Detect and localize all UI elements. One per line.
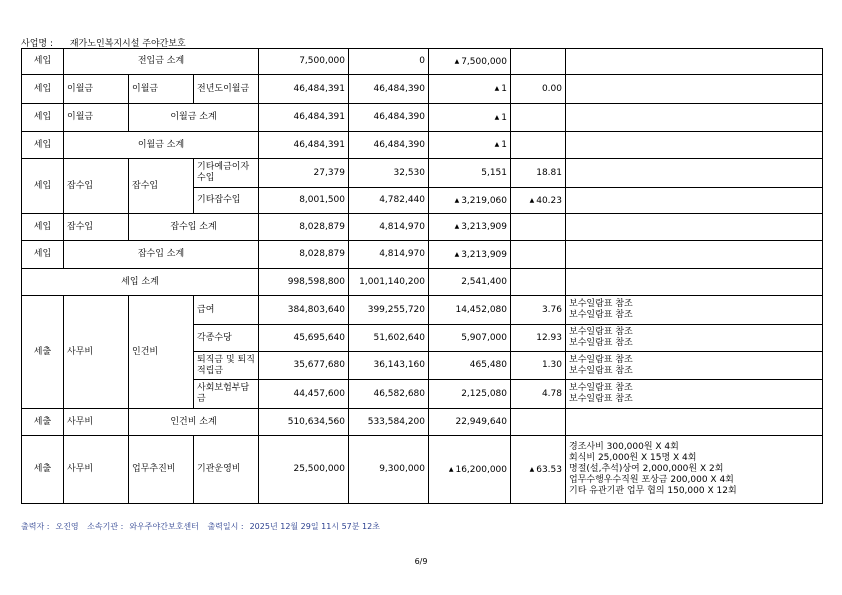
budget-amount: 384,803,640 <box>259 296 349 325</box>
prev-amount: 46,484,390 <box>349 104 429 132</box>
decrease-marker: ▲ 63.53 <box>530 465 562 475</box>
note-cell <box>566 159 823 188</box>
division-cell: 세출 <box>22 436 64 504</box>
print-time-label: 출력일시 : <box>207 522 244 531</box>
subtotal-label: 전입금 소계 <box>64 49 259 75</box>
rate-cell <box>511 132 566 159</box>
diff-amount <box>429 49 511 75</box>
decrease-marker: ▲ 3,213,909 <box>455 250 507 260</box>
note-line: 경조사비 300,000원 X 4회 <box>569 442 679 452</box>
subtotal-label: 인건비 소계 <box>129 409 259 436</box>
org-name: 와우주야간보호센터 <box>129 522 199 531</box>
table-row <box>22 409 823 436</box>
decrease-marker: ▲ 7,500,000 <box>455 57 507 67</box>
note-line: 명절(설,추석)상여 2,000,000원 X 2회 <box>569 464 724 474</box>
budget-amount: 45,695,640 <box>259 325 349 352</box>
prev-amount: 46,484,390 <box>349 132 429 159</box>
prev-amount: 46,582,680 <box>349 380 429 409</box>
budget-amount: 46,484,391 <box>259 104 349 132</box>
note-cell <box>566 409 823 436</box>
printer-name: 오진영 <box>55 522 79 531</box>
diff-amount: 2,125,080 <box>429 380 511 409</box>
page-number: 6/9 <box>414 557 428 566</box>
prev-amount: 4,814,970 <box>349 241 429 269</box>
note-line: 보수일람표 참조 <box>569 383 633 393</box>
prev-amount: 533,584,200 <box>349 409 429 436</box>
decrease-marker: ▲ 3,219,060 <box>455 196 507 206</box>
category-cell: 이월금 <box>64 104 129 132</box>
diff-amount <box>429 188 511 214</box>
item-cell: 퇴직금 및 퇴직적립금 <box>194 352 259 380</box>
category-cell: 사무비 <box>64 409 129 436</box>
prev-amount: 51,602,640 <box>349 325 429 352</box>
rate-cell: 3.76 <box>511 296 566 325</box>
note-cell <box>566 214 823 241</box>
subtotal-label: 이월금 소계 <box>129 104 259 132</box>
rate-cell <box>511 214 566 241</box>
business-name-value: 재가노인복지시설 주야간보호 <box>69 39 186 49</box>
diff-amount: 22,949,640 <box>429 409 511 436</box>
budget-amount: 8,028,879 <box>259 241 349 269</box>
subcategory-cell: 인건비 <box>129 296 194 409</box>
table-row <box>22 296 823 325</box>
budget-amount: 44,457,600 <box>259 380 349 409</box>
note-line: 업무수행우수직원 포상금 200,000 X 4회 <box>569 475 734 485</box>
note-cell <box>566 436 823 504</box>
budget-table <box>21 48 823 504</box>
item-cell: 급여 <box>194 296 259 325</box>
note-cell <box>566 325 823 352</box>
prev-amount: 1,001,140,200 <box>349 269 429 296</box>
category-cell: 잡수입 <box>64 214 129 241</box>
division-cell: 세출 <box>22 409 64 436</box>
item-cell: 기타잡수입 <box>194 188 259 214</box>
prev-amount: 46,484,390 <box>349 75 429 104</box>
budget-amount: 25,500,000 <box>259 436 349 504</box>
note-cell <box>566 132 823 159</box>
item-cell: 기관운영비 <box>194 436 259 504</box>
subtotal-label: 잡수입 소계 <box>64 241 259 269</box>
budget-amount: 8,028,879 <box>259 214 349 241</box>
org-label: 소속기관 : <box>87 522 124 531</box>
budget-amount: 35,677,680 <box>259 352 349 380</box>
budget-amount: 8,001,500 <box>259 188 349 214</box>
table-row <box>22 269 823 296</box>
division-cell: 세입 <box>22 49 64 75</box>
item-cell: 각종수당 <box>194 325 259 352</box>
diff-amount <box>429 436 511 504</box>
category-cell: 사무비 <box>64 296 129 409</box>
note-line: 회식비 25,000원 X 15명 X 4회 <box>569 453 697 463</box>
budget-amount: 510,634,560 <box>259 409 349 436</box>
division-cell: 세입 <box>22 214 64 241</box>
prev-amount: 4,814,970 <box>349 214 429 241</box>
diff-amount <box>429 75 511 104</box>
prev-amount: 4,782,440 <box>349 188 429 214</box>
table-row <box>22 132 823 159</box>
budget-amount: 7,500,000 <box>259 49 349 75</box>
table-row <box>22 214 823 241</box>
subcategory-cell: 잡수입 <box>129 159 194 214</box>
decrease-marker: ▲ 16,200,000 <box>449 465 507 475</box>
rate-cell: 18.81 <box>511 159 566 188</box>
budget-amount: 998,598,800 <box>259 269 349 296</box>
print-time: 2025년 12월 29일 11시 57분 12초 <box>249 522 380 531</box>
printer-label: 출력자 : <box>21 522 50 531</box>
item-cell: 기타예금이자수입 <box>194 159 259 188</box>
table-row <box>22 241 823 269</box>
note-line: 보수일람표 참조 <box>569 310 633 320</box>
subtotal-label: 잡수입 소계 <box>129 214 259 241</box>
rate-cell <box>511 188 566 214</box>
rate-cell <box>511 241 566 269</box>
note-cell <box>566 269 823 296</box>
diff-amount: 5,151 <box>429 159 511 188</box>
table-row <box>22 159 823 188</box>
diff-amount <box>429 214 511 241</box>
prev-amount: 36,143,160 <box>349 352 429 380</box>
rate-cell: 0.00 <box>511 75 566 104</box>
note-cell <box>566 296 823 325</box>
diff-amount: 465,480 <box>429 352 511 380</box>
table-row <box>22 436 823 504</box>
note-line: 기타 유관기관 업무 협의 150,000 X 12회 <box>569 486 737 496</box>
rate-cell <box>511 409 566 436</box>
rate-cell: 4.78 <box>511 380 566 409</box>
category-cell: 사무비 <box>64 436 129 504</box>
diff-amount: 14,452,080 <box>429 296 511 325</box>
diff-amount <box>429 132 511 159</box>
table-row <box>22 75 823 104</box>
budget-amount: 46,484,391 <box>259 132 349 159</box>
diff-amount: 5,907,000 <box>429 325 511 352</box>
prev-amount: 9,300,000 <box>349 436 429 504</box>
subcategory-cell: 이월금 <box>129 75 194 104</box>
category-cell: 이월금 <box>64 75 129 104</box>
print-info-footer <box>21 521 386 532</box>
rate-cell <box>511 269 566 296</box>
table-row <box>22 104 823 132</box>
decrease-marker: ▲ 1 <box>495 113 507 123</box>
division-cell: 세입 <box>22 132 64 159</box>
subcategory-cell: 업무추진비 <box>129 436 194 504</box>
note-cell <box>566 241 823 269</box>
rate-cell <box>511 436 566 504</box>
decrease-marker: ▲ 1 <box>495 84 507 94</box>
note-line: 보수일람표 참조 <box>569 394 633 404</box>
decrease-marker: ▲ 1 <box>495 140 507 150</box>
note-line: 보수일람표 참조 <box>569 354 633 365</box>
note-cell <box>566 352 823 380</box>
note-line: 보수일람표 참조 <box>569 299 633 309</box>
diff-amount <box>429 241 511 269</box>
note-cell <box>566 104 823 132</box>
budget-amount: 27,379 <box>259 159 349 188</box>
division-cell: 세입 <box>22 104 64 132</box>
prev-amount: 399,255,720 <box>349 296 429 325</box>
note-cell <box>566 49 823 75</box>
prev-amount: 0 <box>349 49 429 75</box>
table-row <box>22 49 823 75</box>
note-cell <box>566 75 823 104</box>
budget-amount: 46,484,391 <box>259 75 349 104</box>
note-line: 보수일람표 참조 <box>569 327 633 337</box>
business-name-label: 사업명 : <box>21 39 53 49</box>
prev-amount: 32,530 <box>349 159 429 188</box>
rate-cell: 1.30 <box>511 352 566 380</box>
subtotal-label: 이월금 소계 <box>64 132 259 159</box>
rate-cell: 12.93 <box>511 325 566 352</box>
diff-amount: 2,541,400 <box>429 269 511 296</box>
diff-amount <box>429 104 511 132</box>
note-cell <box>566 188 823 214</box>
category-cell: 잡수입 <box>64 159 129 214</box>
division-cell: 세출 <box>22 296 64 409</box>
item-cell: 전년도이월금 <box>194 75 259 104</box>
note-cell <box>566 380 823 409</box>
income-total-label: 세입 소계 <box>22 269 259 296</box>
note-line: 보수일람표 참조 <box>569 338 633 348</box>
item-cell: 사회보험부담금 <box>194 380 259 409</box>
decrease-marker: ▲ 40.23 <box>530 196 562 206</box>
division-cell: 세입 <box>22 159 64 214</box>
note-line: 보수일람표 참조 <box>569 365 633 376</box>
division-cell: 세입 <box>22 75 64 104</box>
division-cell: 세입 <box>22 241 64 269</box>
decrease-marker: ▲ 3,213,909 <box>455 222 507 232</box>
rate-cell <box>511 49 566 75</box>
rate-cell <box>511 104 566 132</box>
